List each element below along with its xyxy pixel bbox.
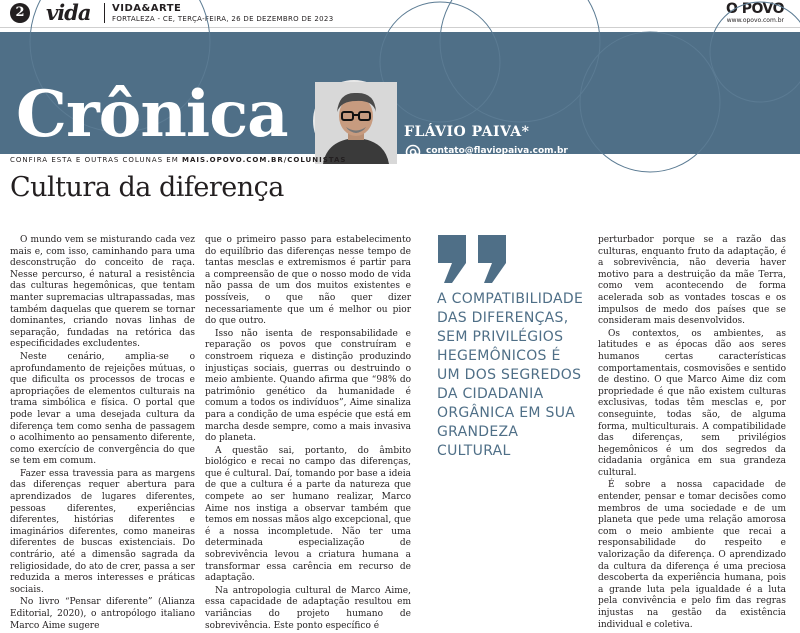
brand-logo: O POVO [725,1,784,17]
at-sign-icon [407,146,420,159]
text-column-2 [205,235,411,633]
paragraph: Neste cenário, amplia-se o aprofundamento de rejeições mútuas, o que dificulta os processos de trocas e apropriações de elementos culturais na trama simbólica e física. O portal que pode levar a uma desejada cultura da diferença tem como senha de passagem o acolhimento ao pensamento diferente, como exercício de convergência do que se tem em comum. [10,351,195,467]
column-title: Crônica [16,77,288,152]
vida-logo: vida [46,0,91,25]
tagline-prefix: CONFIRA ESTA E OUTRAS COLUNAS EM [10,156,182,164]
quote-marks-icon [436,233,510,285]
author-email[interactable]: contato@flaviopaiva.com.br [426,146,568,156]
brand-url: www.opovo.com.br [726,17,784,24]
author-portrait-icon [315,82,397,164]
dateline: FORTALEZA - CE, TERÇA-FEIRA, 26 DE DEZEMBRO DE 2023 [112,15,334,23]
contact-icons [404,145,424,175]
email-icon [405,162,422,173]
text-column-4 [598,235,786,632]
article-headline: Cultura da diferença [10,172,284,203]
section-name: VIDA&ARTE [112,3,182,14]
author-photo [313,80,395,162]
pull-quote: A COMPATIBILIDADE DAS DIFERENÇAS, SEM PRIVILÉGIOS HEGEMÔNICOS É UM DOS SEGREDOS DA CIDADANIA ORGÂNICA EM SUA GRANDEZA CULTURAL [437,291,584,459]
paragraph: perturbador porque se a razão das culturas, enquanto fruto da adaptação, é a sobrevivência, não deveria haver motivo para a destruição da mãe Terra, como vem acontecendo de forma acelerada sob as vontades toscas e os impulsos de medo dos países que se consideram mais desenvolvidos. [598,235,786,327]
text-column-1 [10,235,195,633]
paragraph: Na antropologia cultural de Marco Aime, essa capacidade de adaptação resultou em variâncias do projeto humano de sobrevivência. Este ponto específico é [205,585,411,631]
paragraph: É sobre a nossa capacidade de entender, pensar e tomar decisões como membros de uma sociedade e de um planeta que pede uma relação amorosa com o meio ambiente que recai a responsabilidade do respeito e valorização da diferença. O aprendizado da cultura da diferença é uma preciosa descoberta da experiência humana, pois a grande luta pela igualdade é a luta pela convivência e pelo fim das regras injustas na gestão da existência individual e coletiva. [598,480,786,630]
author-name: FLÁVIO PAIVA* [404,124,530,140]
paragraph: O mundo vem se misturando cada vez mais e, com isso, caminhando para uma desconstrução do conceito de raça. Nesse percurso, é natural a resistência das culturas hegemônicas, que tentam manter supremacias ultrapassadas, mas também daquelas que querem se tornar dominantes, criando novas linhas de separação, fundadas na retórica das especificidades excludentes. [10,235,195,350]
paragraph: Isso não isenta de responsabilidade e reparação os povos que construíram e constroem riqueza e distinção produzindo injustiças sociais, guerras ou destruindo o meio ambiente. Quando afirma que “98% do patrimônio genético da humanidade é comum a todos os indivíduos”, Aime sinaliza para a condição de uma espécie que está em marcha desde sempre, como a mais invasiva do planeta. [205,328,411,444]
page-header [0,0,800,28]
paragraph: A questão sai, portanto, do âmbito biológico e recai no campo das diferenças, que é cultural. Daí, tomando por base a ideia de que a cultura é a parte da natureza que compete ao ser humano realizar, Marco Aime nos instiga a observar também que temos em nossas mãos algo excepcional, que é a nossa incompletude. Não ter uma determinada especialização de sobrevivência levou a criatura humana a transformar essa carência em recurso de adaptação. [205,445,411,584]
columnists-link[interactable]: MAIS.OPOVO.COM.BR/COLUNISTAS [181,156,347,164]
paragraph: No livro “Pensar diferente” (Alianza Editorial, 2020), o antropólogo italiano Marco Aime sugere [10,597,195,631]
column-schedule-note: *ESCREVE ÀS TERÇAS [426,169,505,176]
paragraph: Os contextos, os ambientes, as latitudes e as épocas dão aos seres humanos certas características comportamentais, cosmovisões e sentido de destino. O que Marco Aime diz com propriedade é que não existem culturas exclusivas, todas têm mesclas e, por conseguinte, todas são, de alguma forma, multiculturais. A compatibilidade das diferenças, sem privilégios hegemônicos é um dos segredos da cidadania orgânica em sua grandeza cultural. [598,328,786,478]
columns-tagline [10,156,346,164]
contact-info [426,146,568,177]
paragraph: Fazer essa travessia para as margens das diferenças requer abertura para aprendizados de lugares diferentes, pessoas diferentes, experiências diferentes, histórias diferentes e imaginários diferentes, como maneiras diferentes de buscas existenciais. Do contrário, até a dimensão sagrada da religiosidade, do ato de crer, passa a ser reduzida a meros interesses e práticas sociais. [10,468,195,595]
paragraph: que o primeiro passo para estabelecimento do equilíbrio das diferenças nesse tempo de tantas mesclas e extremismos é partir para a compreensão de que o nosso modo de vida não passa de um dos muitos existentes e possíveis, o que não quer dizer necessariamente que um é melhor ou pior do que outro. [205,235,411,327]
header-divider [104,3,105,23]
author-website[interactable]: www.flaviopaiva.com.br [426,157,548,167]
page-number: 2 [10,3,30,23]
